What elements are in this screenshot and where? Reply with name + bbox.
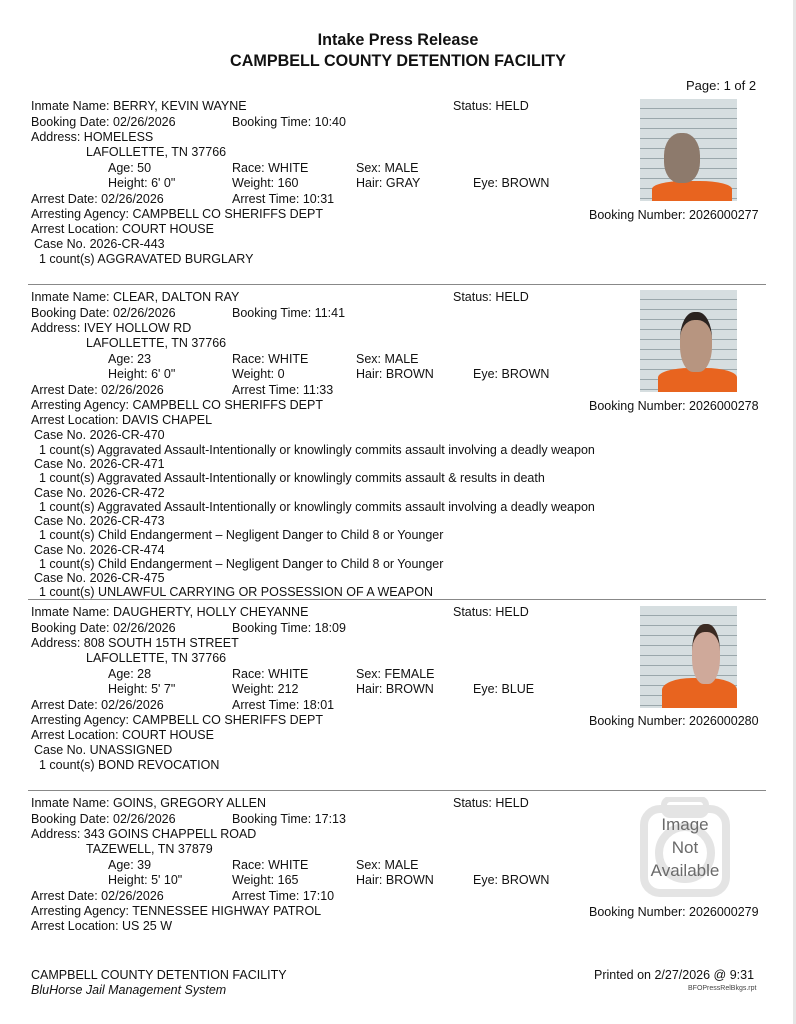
weight: Weight: 160 — [232, 176, 299, 190]
arrest-location: Arrest Location: COURT HOUSE — [31, 222, 214, 236]
city: LAFOLLETTE, TN 37766 — [86, 651, 227, 665]
weight: Weight: 212 — [232, 682, 299, 696]
height: Height: 6' 0" — [108, 176, 176, 190]
booking-number: Booking Number: 2026000277 — [589, 208, 759, 222]
booking-date: Booking Date: 02/26/2026 — [31, 306, 176, 320]
height: Height: 5' 10" — [108, 873, 183, 887]
footer-facility: CAMPBELL COUNTY DETENTION FACILITY — [31, 968, 287, 982]
address: Address: 808 SOUTH 15TH STREET — [31, 636, 239, 650]
city: LAFOLLETTE, TN 37766 — [86, 336, 227, 350]
arresting-agency: Arresting Agency: TENNESSEE HIGHWAY PATROL — [31, 904, 322, 918]
sex: Sex: MALE — [356, 161, 419, 175]
arrest-location: Arrest Location: DAVIS CHAPEL — [31, 413, 213, 427]
arresting-agency: Arresting Agency: CAMPBELL CO SHERIFFS DEPT — [31, 713, 323, 727]
record-separator — [28, 790, 766, 791]
case-number: Case No. 2026-CR-443 — [34, 237, 165, 251]
page-indicator: Page: 1 of 2 — [686, 78, 757, 93]
address: Address: HOMELESS — [31, 130, 154, 144]
inmate-name: Inmate Name: CLEAR, DALTON RAY — [31, 290, 240, 304]
facility-title: CAMPBELL COUNTY DETENTION FACILITY — [230, 51, 566, 70]
footer-system: BluHorse Jail Management System — [31, 983, 227, 997]
age: Age: 23 — [108, 352, 152, 366]
printed-timestamp: Printed on 2/27/2026 @ 9:31 — [594, 968, 755, 982]
arrest-location: Arrest Location: COURT HOUSE — [31, 728, 214, 742]
arrest-date: Arrest Date: 02/26/2026 — [31, 698, 164, 712]
weight: Weight: 0 — [232, 367, 285, 381]
case-number: Case No. UNASSIGNED — [34, 743, 173, 757]
hair: Hair: BROWN — [356, 682, 434, 696]
arrest-location: Arrest Location: US 25 W — [31, 919, 173, 933]
booking-number: Booking Number: 2026000279 — [589, 905, 759, 919]
case-number: Case No. 2026-CR-472 — [34, 486, 165, 500]
race: Race: WHITE — [232, 352, 309, 366]
case-number: Case No. 2026-CR-473 — [34, 514, 165, 528]
arrest-time: Arrest Time: 17:10 — [232, 889, 335, 903]
charge-count: 1 count(s) BOND REVOCATION — [39, 758, 220, 772]
charge-count: 1 count(s) Aggravated Assault-Intentionally or knowlingly commits assault & results in death — [39, 471, 545, 485]
report-title: Intake Press Release — [317, 30, 479, 49]
mugshot-photo — [640, 290, 737, 392]
eye: Eye: BROWN — [473, 176, 550, 190]
address: Address: IVEY HOLLOW RD — [31, 321, 192, 335]
eye: Eye: BROWN — [473, 873, 550, 887]
charge-count: 1 count(s) AGGRAVATED BURGLARY — [39, 252, 254, 266]
inmate-name: Inmate Name: DAUGHERTY, HOLLY CHEYANNE — [31, 605, 309, 619]
eye: Eye: BLUE — [473, 682, 535, 696]
booking-time: Booking Time: 18:09 — [232, 621, 346, 635]
mugshot-photo — [640, 99, 737, 201]
booking-time: Booking Time: 17:13 — [232, 812, 346, 826]
status: Status: HELD — [453, 605, 529, 619]
city: LAFOLLETTE, TN 37766 — [86, 145, 227, 159]
age: Age: 50 — [108, 161, 152, 175]
record-separator — [28, 284, 766, 285]
arrest-time: Arrest Time: 11:33 — [232, 383, 334, 397]
race: Race: WHITE — [232, 161, 309, 175]
inmate-name: Inmate Name: GOINS, GREGORY ALLEN — [31, 796, 267, 810]
booking-date: Booking Date: 02/26/2026 — [31, 115, 176, 129]
booking-number: Booking Number: 2026000280 — [589, 714, 759, 728]
booking-date: Booking Date: 02/26/2026 — [31, 621, 176, 635]
charge-count: 1 count(s) Child Endangerment – Negligent Danger to Child 8 or Younger — [39, 557, 444, 571]
arrest-date: Arrest Date: 02/26/2026 — [31, 889, 164, 903]
status: Status: HELD — [453, 290, 529, 304]
sex: Sex: MALE — [356, 858, 419, 872]
hair: Hair: BROWN — [356, 873, 434, 887]
booking-number: Booking Number: 2026000278 — [589, 399, 759, 413]
arrest-time: Arrest Time: 18:01 — [232, 698, 335, 712]
status: Status: HELD — [453, 99, 529, 113]
height: Height: 6' 0" — [108, 367, 176, 381]
arrest-time: Arrest Time: 10:31 — [232, 192, 335, 206]
race: Race: WHITE — [232, 858, 309, 872]
arrest-date: Arrest Date: 02/26/2026 — [31, 192, 164, 206]
no-image-line: Available — [650, 861, 720, 880]
arresting-agency: Arresting Agency: CAMPBELL CO SHERIFFS DEPT — [31, 207, 323, 221]
status: Status: HELD — [453, 796, 529, 810]
sex: Sex: MALE — [356, 352, 419, 366]
height: Height: 5' 7" — [108, 682, 176, 696]
booking-date: Booking Date: 02/26/2026 — [31, 812, 176, 826]
case-number: Case No. 2026-CR-471 — [34, 457, 165, 471]
arrest-date: Arrest Date: 02/26/2026 — [31, 383, 164, 397]
booking-time: Booking Time: 11:41 — [232, 306, 346, 320]
eye: Eye: BROWN — [473, 367, 550, 381]
age: Age: 28 — [108, 667, 152, 681]
charge-count: 1 count(s) Child Endangerment – Negligent Danger to Child 8 or Younger — [39, 528, 444, 542]
no-image-line: Image — [661, 815, 709, 834]
image-not-available — [630, 797, 740, 902]
charge-count: 1 count(s) Aggravated Assault-Intentionally or knowlingly commits assault involving a deadly weapon — [39, 500, 595, 514]
arresting-agency: Arresting Agency: CAMPBELL CO SHERIFFS DEPT — [31, 398, 323, 412]
booking-time: Booking Time: 10:40 — [232, 115, 346, 129]
age: Age: 39 — [108, 858, 152, 872]
case-number: Case No. 2026-CR-470 — [34, 428, 165, 442]
hair: Hair: BROWN — [356, 367, 434, 381]
no-image-line: Not — [671, 838, 699, 857]
city: TAZEWELL, TN 37879 — [86, 842, 213, 856]
address: Address: 343 GOINS CHAPPELL ROAD — [31, 827, 257, 841]
charge-count: 1 count(s) Aggravated Assault-Intentionally or knowlingly commits assault involving a deadly weapon — [39, 443, 595, 457]
case-number: Case No. 2026-CR-474 — [34, 543, 165, 557]
sex: Sex: FEMALE — [356, 667, 435, 681]
charge-count: 1 count(s) UNLAWFUL CARRYING OR POSSESSION OF A WEAPON — [39, 585, 434, 599]
weight: Weight: 165 — [232, 873, 299, 887]
report-filename: BFOPressRelBkgs.rpt — [688, 985, 757, 992]
inmate-name: Inmate Name: BERRY, KEVIN WAYNE — [31, 99, 247, 113]
hair: Hair: GRAY — [356, 176, 421, 190]
mugshot-photo — [640, 606, 737, 708]
case-number: Case No. 2026-CR-475 — [34, 571, 165, 585]
race: Race: WHITE — [232, 667, 309, 681]
record-separator — [28, 599, 766, 600]
